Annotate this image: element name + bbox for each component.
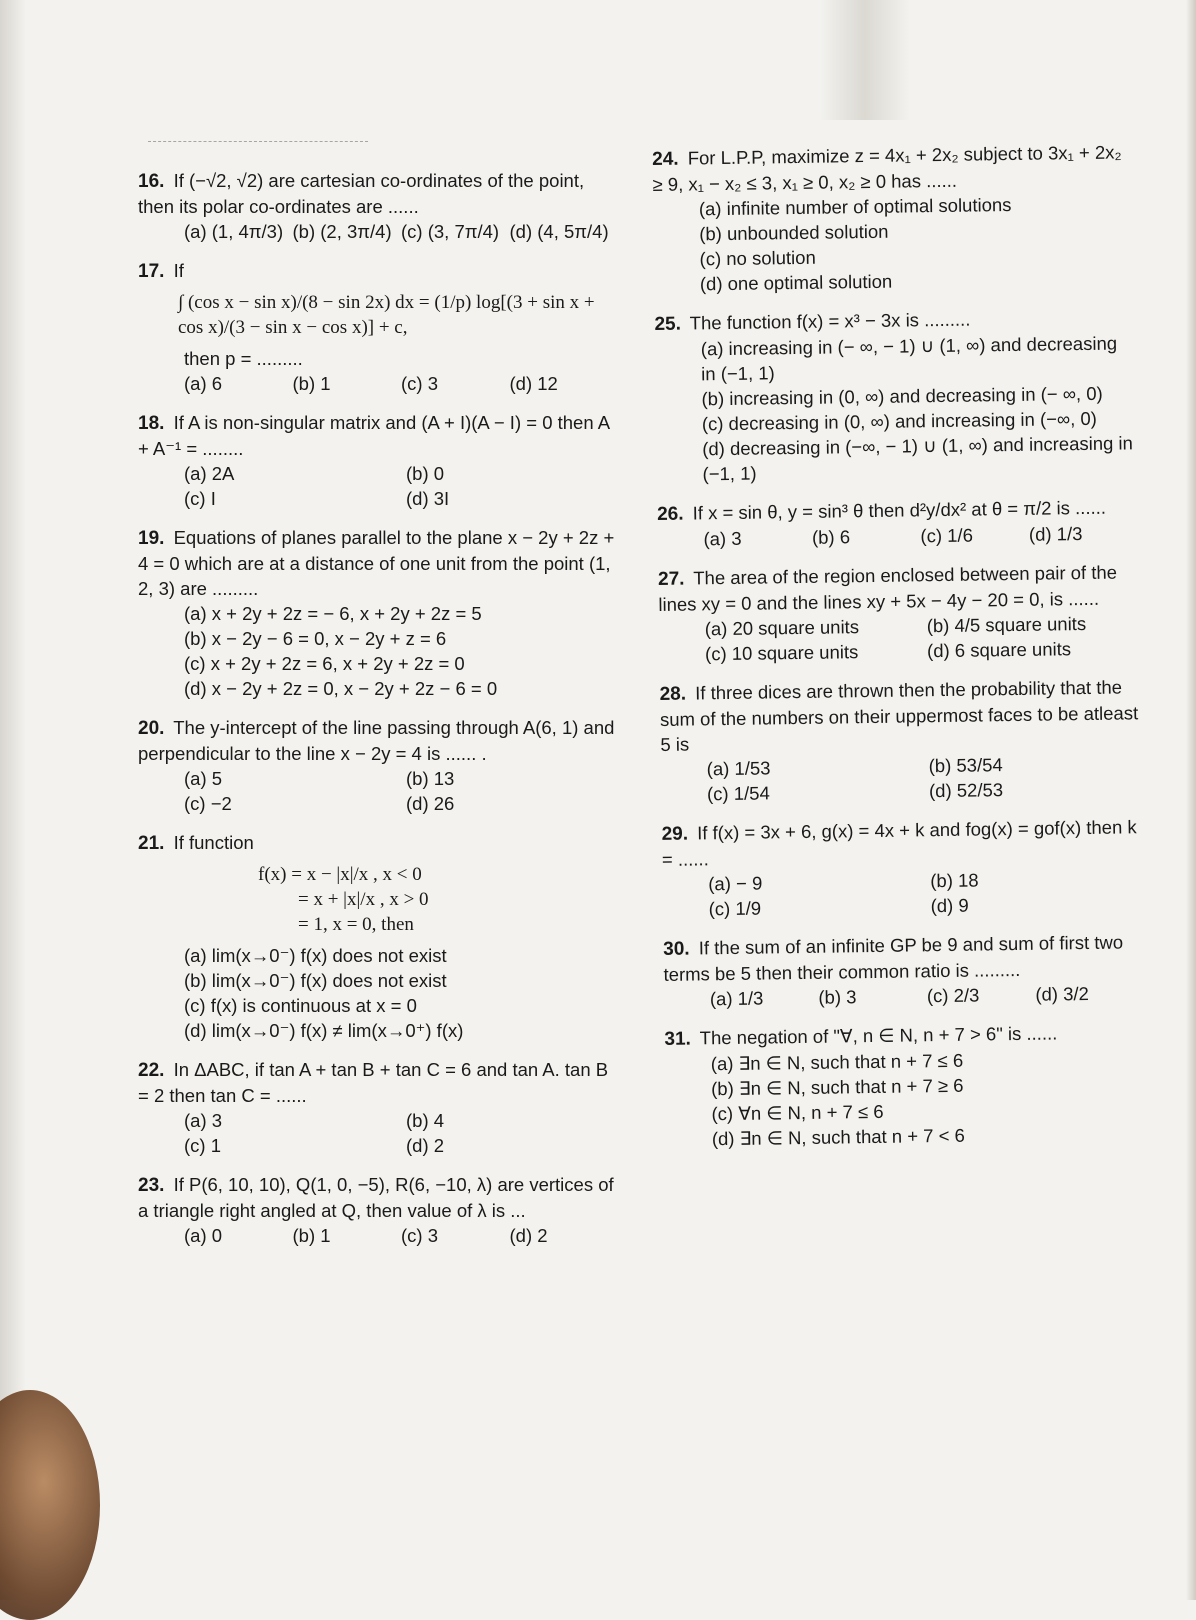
question-number: 29. [661, 823, 689, 845]
option-b[interactable]: (b) 13 [406, 768, 455, 789]
question-number: 17. [138, 261, 165, 282]
option-c[interactable]: (c) no solution [699, 246, 816, 270]
piecewise-line-2: = x + |x|/x , x > 0 [298, 889, 429, 910]
option-c[interactable]: (c) 3 [401, 1225, 438, 1246]
left-column [138, 168, 618, 1262]
option-a[interactable]: (a) 6 [184, 373, 223, 394]
question-20 [138, 715, 618, 816]
question-16 [138, 168, 618, 244]
page-edge-shadow-left [0, 0, 26, 1600]
question-text: If x = sin θ, y = sin³ θ then d²y/dx² at θ = π/2 is ...... [692, 496, 1107, 524]
page-edge-shadow-right [1186, 0, 1196, 1600]
option-d[interactable]: (d) 2 [406, 1135, 445, 1156]
option-a[interactable]: (a) (1, 4π/3) [184, 221, 284, 242]
right-column [652, 139, 1146, 1166]
option-c[interactable]: (c) decreasing in (0, ∞) and increasing in (−∞, 0) [701, 407, 1098, 435]
option-a[interactable]: (a) increasing in (− ∞, − 1) ∪ (1, ∞) and decreasing in (−1, 1) [700, 332, 1118, 385]
option-d[interactable]: (d) one optimal solution [699, 270, 893, 295]
option-c[interactable]: (c) (3, 7π/4) [401, 221, 500, 242]
question-number: 16. [138, 171, 165, 192]
question-number: 20. [138, 718, 165, 739]
question-text: If the sum of an infinite GP be 9 and sum of first two terms be 5 then their common ratio is ......... [663, 931, 1124, 985]
option-a[interactable]: (a) − 9 [708, 872, 763, 895]
question-21 [138, 830, 618, 1043]
piecewise-line-1: f(x) = x − |x|/x , x < 0 [258, 864, 422, 885]
option-b[interactable]: (b) increasing in (0, ∞) and decreasing in (− ∞, 0) [701, 382, 1103, 410]
piecewise-formula [138, 862, 618, 937]
options [138, 1108, 618, 1158]
options [138, 219, 618, 244]
question-26 [657, 494, 1138, 552]
question-text: If function [173, 832, 254, 853]
question-31 [664, 1019, 1146, 1152]
question-number: 23. [138, 1175, 165, 1196]
question-text: The function f(x) = x³ − 3x is ......... [689, 308, 971, 334]
question-number: 21. [138, 833, 165, 854]
option-a[interactable]: (a) 20 square units [704, 616, 860, 640]
option-a[interactable]: (a) 3 [184, 1110, 223, 1131]
question-24 [652, 139, 1134, 297]
option-b[interactable]: (b) ∃n ∈ N, such that n + 7 ≥ 6 [711, 1074, 964, 1100]
option-a[interactable]: (a) 1/53 [706, 757, 771, 780]
option-a[interactable]: (a) ∃n ∈ N, such that n + 7 ≤ 6 [710, 1049, 964, 1075]
option-c[interactable]: (c) ∀n ∈ N, n + 7 ≤ 6 [711, 1100, 884, 1125]
question-text: If A is non-singular matrix and (A + I)(A − I) = 0 then A + A⁻¹ = ........ [138, 412, 610, 459]
option-c[interactable]: (c) 10 square units [704, 641, 859, 665]
options [138, 766, 618, 816]
option-d[interactable]: (d) 1/3 [1028, 523, 1083, 545]
option-a[interactable]: (a) 0 [184, 1225, 223, 1246]
option-a[interactable]: (a) x + 2y + 2z = − 6, x + 2y + 2z = 5 [184, 603, 482, 624]
options [138, 461, 618, 511]
option-a[interactable]: (a) 5 [184, 768, 223, 789]
option-d[interactable]: (d) decreasing in (−∞, − 1) ∪ (1, ∞) and increasing in (−1, 1) [702, 432, 1134, 485]
question-number: 28. [659, 683, 687, 705]
question-text-continued: then p = ......... [184, 348, 303, 369]
option-d[interactable]: (d) x − 2y + 2z = 0, x − 2y + 2z − 6 = 0 [184, 678, 498, 699]
question-29 [661, 814, 1142, 922]
question-number: 19. [138, 528, 165, 549]
option-b[interactable]: (b) 0 [406, 463, 445, 484]
options [661, 750, 1142, 807]
option-d[interactable]: (d) 3/2 [1035, 982, 1089, 1005]
option-c[interactable]: (c) 1/54 [706, 782, 770, 805]
option-c[interactable]: (c) I [184, 488, 216, 509]
question-30 [663, 929, 1144, 1012]
option-b[interactable]: (b) unbounded solution [699, 220, 889, 245]
top-dashed-rule [148, 141, 368, 143]
question-text: The y-intercept of the line passing through A(6, 1) and perpendicular to the line x − 2y = 4 is ...... . [138, 717, 615, 764]
option-c[interactable]: (c) x + 2y + 2z = 6, x + 2y + 2z = 0 [184, 653, 465, 674]
option-b[interactable]: (b) (2, 3π/4) [292, 221, 392, 242]
option-a[interactable]: (a) infinite number of optimal solutions [698, 193, 1012, 220]
question-27 [658, 559, 1139, 667]
option-b[interactable]: (b) 18 [930, 869, 979, 892]
question-18 [138, 410, 618, 511]
option-c[interactable]: (c) 2/3 [926, 984, 980, 1007]
question-text: In ΔABC, if tan A + tan B + tan C = 6 and tan A. tan B = 2 then tan C = ...... [138, 1059, 609, 1106]
options [657, 520, 1137, 552]
option-d[interactable]: (d) (4, 5π/4) [509, 221, 609, 242]
option-d[interactable]: (d) lim(x→0⁻) f(x) ≠ lim(x→0⁺) f(x) [184, 1020, 464, 1041]
question-text: The area of the region enclosed between pair of the lines xy = 0 and the lines xy + 5x − 4y − 20 = 0, is ...... [658, 561, 1118, 615]
option-a[interactable]: (a) 3 [703, 527, 742, 550]
question-number: 24. [652, 148, 679, 170]
option-d[interactable]: (d) 3I [406, 488, 450, 509]
question-23 [138, 1172, 618, 1248]
option-b[interactable]: (b) 1 [292, 1225, 331, 1246]
option-b[interactable]: (b) 3 [818, 986, 857, 1008]
thumb-blur [0, 1390, 100, 1620]
option-b[interactable]: (b) 4/5 square units [926, 612, 1087, 637]
option-b[interactable]: (b) 6 [811, 526, 851, 548]
option-a[interactable]: (a) 1/3 [709, 987, 764, 1010]
options [664, 980, 1144, 1012]
option-d[interactable]: (d) 6 square units [926, 638, 1072, 662]
options [138, 371, 618, 396]
question-number: 26. [656, 503, 684, 525]
option-c[interactable]: (c) 1/9 [708, 897, 762, 920]
question-28 [659, 674, 1141, 807]
option-b[interactable]: (b) 1 [292, 373, 331, 394]
question-number: 30. [663, 938, 690, 960]
option-a[interactable]: (a) lim(x→0⁻) f(x) does not exist [184, 945, 447, 966]
question-text: If P(6, 10, 10), Q(1, 0, −5), R(6, −10, λ) are vertices of a triangle right angled at Q, then value of λ is ... [138, 1174, 614, 1221]
option-b[interactable]: (b) 53/54 [928, 754, 1003, 777]
question-number: 31. [664, 1028, 692, 1050]
question-number: 18. [138, 413, 165, 434]
question-25 [654, 304, 1136, 487]
integral-formula: ∫ (cos x − sin x)/(8 − sin 2x) dx = (1/p) log[(3 + sin x + cos x)/(3 − sin x − cos x)] + c, [178, 292, 595, 338]
question-number: 22. [138, 1060, 165, 1081]
question-22 [138, 1057, 618, 1158]
option-c[interactable]: (c) 3 [401, 373, 438, 394]
binding-gutter-shadow [820, 0, 910, 120]
option-c[interactable]: (c) −2 [184, 793, 232, 814]
question-19 [138, 525, 618, 701]
option-d[interactable]: (d) 2 [509, 1225, 548, 1246]
option-d[interactable]: (d) 26 [406, 793, 455, 814]
question-text: The negation of "∀, n ∈ N, n + 7 > 6" is ...... [699, 1022, 1058, 1049]
option-a[interactable]: (a) 2A [184, 463, 235, 484]
option-d[interactable]: (d) 52/53 [928, 779, 1004, 802]
question-text: If three dices are thrown then the probability that the sum of the numbers on their uppermost faces to be atleast 5 is [659, 676, 1139, 755]
option-d[interactable]: (d) 12 [509, 373, 558, 394]
question-text: If f(x) = 3x + 6, g(x) = 4x + k and fog(x) = gof(x) then k = ...... [661, 816, 1137, 870]
options [138, 1223, 618, 1248]
option-c[interactable]: (c) 1 [184, 1135, 221, 1156]
question-number: 27. [657, 568, 685, 590]
option-d[interactable]: (d) ∃n ∈ N, such that n + 7 < 6 [711, 1124, 966, 1150]
option-d[interactable]: (d) 9 [930, 894, 969, 917]
question-number: 25. [654, 313, 682, 335]
options [662, 865, 1143, 922]
question-text: Equations of planes parallel to the plane x − 2y + 2z + 4 = 0 which are at a distance of one unit from the point (1, 2, 3) are ......... [138, 527, 615, 599]
option-c[interactable]: (c) 1/6 [920, 524, 974, 547]
question-text: For L.P.P, maximize z = 4x₁ + 2x₂ subject to 3x₁ + 2x₂ ≥ 9, x₁ − x₂ ≤ 3, x₁ ≥ 0, x₂ ≥ 0 has ...... [652, 141, 1122, 195]
option-b[interactable]: (b) x − 2y − 6 = 0, x − 2y + z = 6 [184, 628, 447, 649]
piecewise-line-3: = 1, x = 0, then [298, 914, 414, 935]
options [659, 610, 1140, 667]
option-c[interactable]: (c) f(x) is continuous at x = 0 [184, 995, 417, 1016]
question-17 [138, 258, 618, 396]
option-b[interactable]: (b) 4 [406, 1110, 445, 1131]
option-b[interactable]: (b) lim(x→0⁻) f(x) does not exist [184, 970, 447, 991]
question-text: If (−√2, √2) are cartesian co-ordinates of the point, then its polar co-ordinates are ...... [138, 170, 585, 217]
question-text: If [173, 260, 184, 281]
